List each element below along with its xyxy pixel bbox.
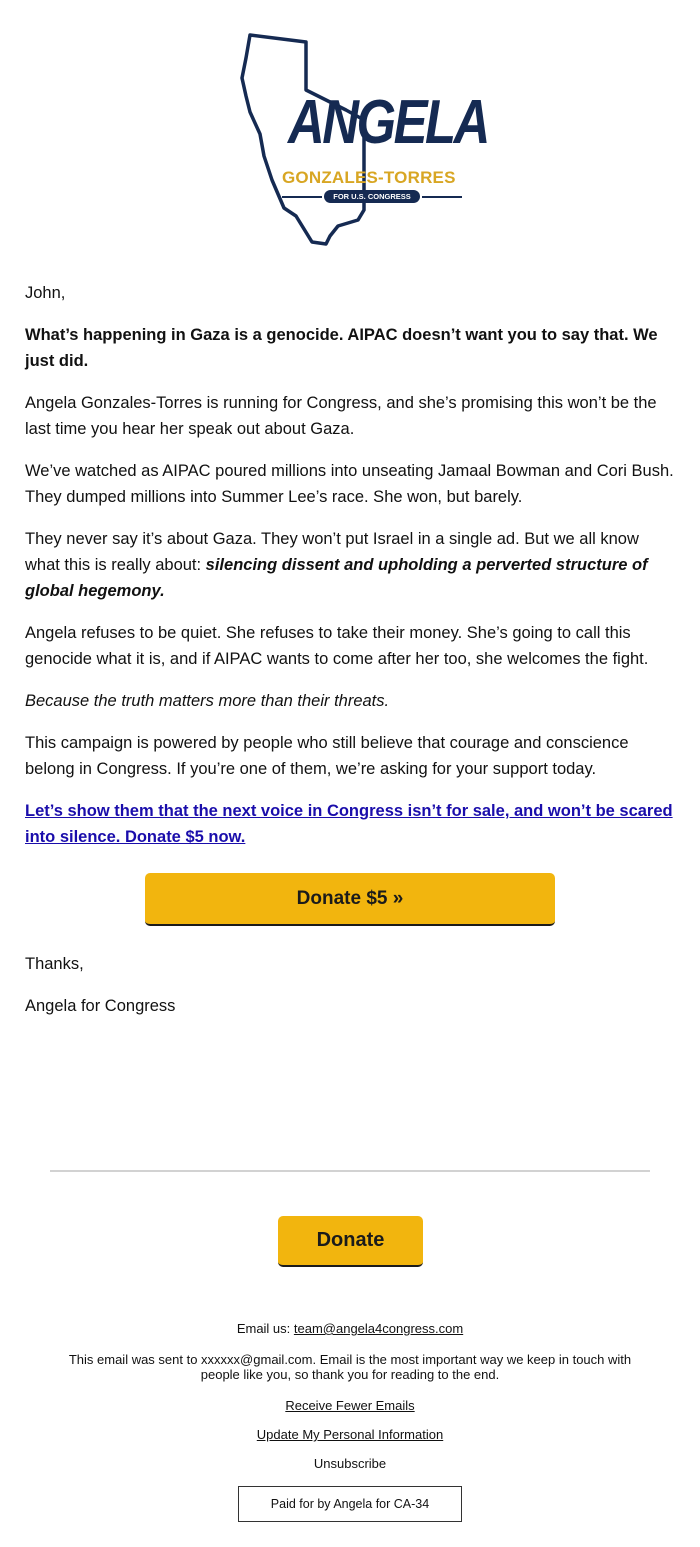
update-info-row xyxy=(50,1427,650,1442)
paragraph-3-intro: They never say it’s about Gaza. They won’t put Israel in a single ad. But we all know what this is really about: xyxy=(25,530,639,574)
logo-name: ANGELA xyxy=(288,88,488,157)
contact-email-link[interactable]: team@angela4congress.com xyxy=(293,1321,464,1336)
logo-subname: GONZALES-TORRES xyxy=(282,168,456,187)
headline: What’s happening in Gaza is a genocide. AIPAC doesn’t want you to say that. We just did. xyxy=(25,326,658,370)
paragraph-3 xyxy=(25,526,675,604)
footer-divider xyxy=(50,1170,650,1172)
footer-donate-button[interactable]: Donate xyxy=(278,1216,423,1267)
donate-cta-link[interactable]: Let’s show them that the next voice in Congress isn’t for sale, and won’t be scared into silence. Donate $5 now. xyxy=(25,802,673,846)
update-personal-info-link[interactable]: Update My Personal Information xyxy=(256,1427,444,1442)
unsubscribe-link[interactable]: Unsubscribe xyxy=(313,1456,387,1471)
logo-rule-left xyxy=(282,196,322,198)
paragraph-2: We’ve watched as AIPAC poured millions into unseating Jamaal Bowman and Cori Bush. They dumped millions into Summer Lee’s race. She won, but barely. xyxy=(25,462,674,506)
logo-rule-right xyxy=(422,196,462,198)
paragraph-3-emphasis: silencing dissent and upholding a perverted structure of global hegemony. xyxy=(25,556,648,600)
logo-tagline: FOR U.S. CONGRESS xyxy=(324,190,420,203)
paragraph-5: Because the truth matters more than their threats. xyxy=(25,692,390,710)
donate-5-button[interactable]: Donate $5 » xyxy=(145,873,555,926)
signature: Angela for Congress xyxy=(25,997,176,1015)
email-body xyxy=(25,280,675,866)
email-contact xyxy=(50,1321,650,1336)
cta-paragraph xyxy=(25,798,675,850)
receive-fewer-emails-link[interactable]: Receive Fewer Emails xyxy=(285,1398,415,1413)
campaign-logo xyxy=(236,30,488,250)
paragraph-1: Angela Gonzales-Torres is running for Congress, and she’s promising this won’t be the last time you hear her speak out about Gaza. xyxy=(25,394,657,438)
paragraph-6: This campaign is powered by people who still believe that courage and conscience belong in Congress. If you’re one of them, we’re asking for your support today. xyxy=(25,734,629,778)
signoff-thanks: Thanks, xyxy=(25,955,84,973)
paid-for-disclaimer: Paid for by Angela for CA-34 xyxy=(238,1486,462,1522)
paragraph-4: Angela refuses to be quiet. She refuses to take their money. She’s going to call this genocide what it is, and if AIPAC wants to come after her too, she welcomes the fight. xyxy=(25,624,649,668)
email-label: Email us: xyxy=(236,1321,294,1336)
greeting: John, xyxy=(25,284,66,302)
sent-notice: This email was sent to xxxxxx@gmail.com. Email is the most important way we keep in touch with people like you, so thank you for reading to the end. xyxy=(68,1352,632,1382)
fewer-emails-row xyxy=(50,1398,650,1413)
